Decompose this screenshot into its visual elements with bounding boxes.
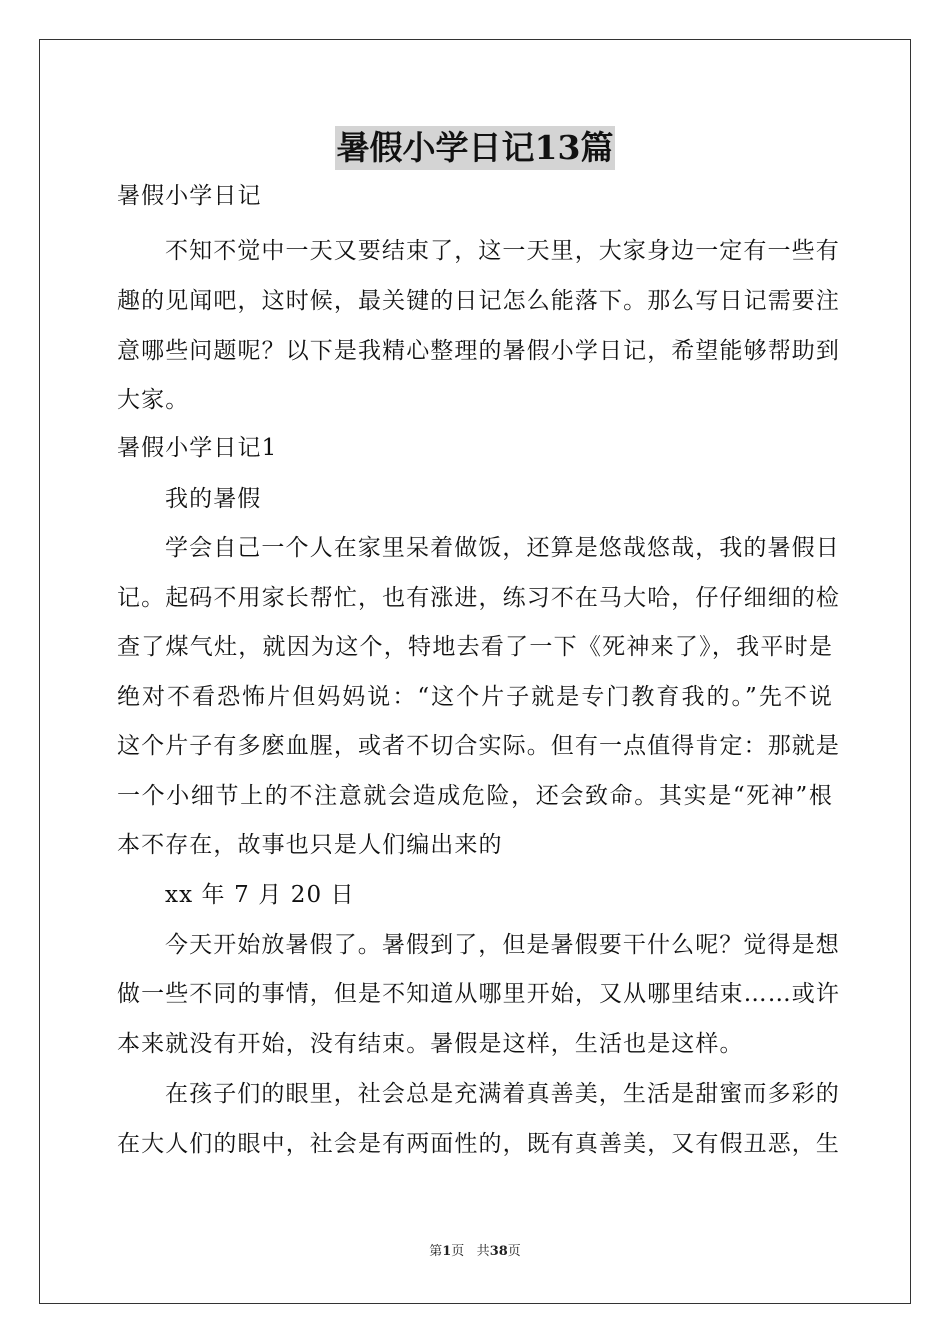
- paragraph-line: 本来就没有开始，没有结束。暑假是这样，生活也是这样。: [117, 1031, 744, 1057]
- paragraph-line: 在孩子们的眼里，社会总是充满着真善美，生活是甜蜜而多彩的: [165, 1081, 840, 1107]
- footer-page-number: 1: [442, 1244, 452, 1259]
- title-container: [0, 126, 950, 170]
- intro-heading: 暑假小学日记: [117, 183, 262, 209]
- page-footer: [0, 1243, 950, 1261]
- paragraph-line: 记。起码不用家长帮忙，也有涨进，练习不在马大哈，仔仔细细的检: [117, 585, 840, 611]
- paragraph-line: 绝对不看恐怖片但妈妈说：“这个片子就是专门教育我的。”先不说: [117, 684, 833, 710]
- paragraph-line: 在大人们的眼中，社会是有两面性的，既有真善美，又有假丑恶，生: [117, 1131, 840, 1157]
- intro-line: 意哪些问题呢？以下是我精心整理的暑假小学日记，希望能够帮助到: [117, 338, 840, 364]
- diary-date: xx 年 7 月 20 日: [165, 882, 355, 908]
- intro-line: 大家。: [117, 387, 190, 413]
- paragraph-line: 查了煤气灶，就因为这个，特地去看了一下《死神来了》，我平时是: [117, 634, 833, 660]
- diary-title: 我的暑假: [165, 486, 262, 512]
- footer-total-pages: 38: [489, 1244, 508, 1259]
- paragraph-line: 学会自己一个人在家里呆着做饭，还算是悠哉悠哉，我的暑假日: [165, 535, 840, 561]
- section-heading: 暑假小学日记1: [117, 435, 278, 461]
- intro-line: 趣的见闻吧，这时候，最关键的日记怎么能落下。那么写日记需要注: [117, 288, 840, 314]
- footer-total-prefix: 共: [476, 1244, 490, 1259]
- footer-page-prefix: 第: [429, 1244, 443, 1259]
- page-border: [39, 39, 911, 1304]
- footer-page-suffix: 页: [451, 1244, 465, 1259]
- paragraph-line: 今天开始放暑假了。暑假到了，但是暑假要干什么呢？觉得是想: [165, 932, 840, 958]
- paragraph-line: 这个片子有多麽血腥，或者不切合实际。但有一点值得肯定：那就是: [117, 733, 840, 759]
- footer-total-suffix: 页: [507, 1244, 521, 1259]
- intro-line: 不知不觉中一天又要结束了，这一天里，大家身边一定有一些有: [165, 238, 840, 264]
- document-title: 暑假小学日记13篇: [335, 126, 616, 170]
- paragraph-line: 做一些不同的事情，但是不知道从哪里开始，又从哪里结束……或许: [117, 981, 840, 1007]
- paragraph-line: 一个小细节上的不注意就会造成危险，还会致命。其实是“死神”根: [117, 783, 833, 809]
- paragraph-line: 本不存在，故事也只是人们编出来的: [117, 832, 503, 858]
